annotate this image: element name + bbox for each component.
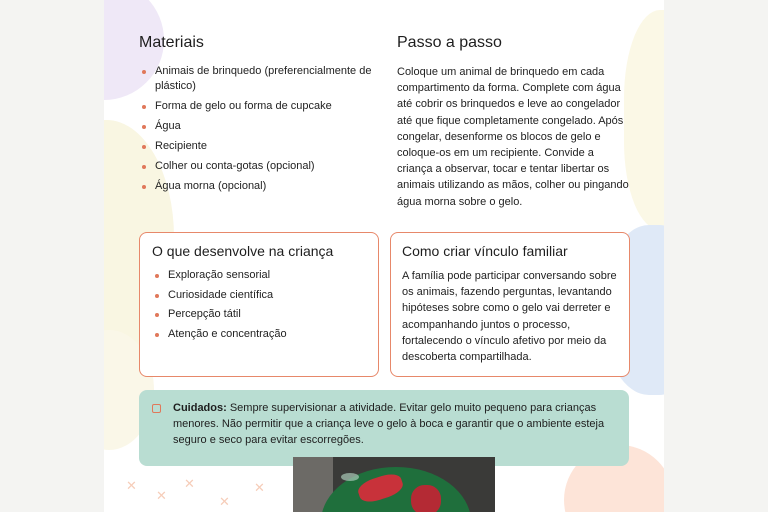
list-item: Recipiente	[139, 139, 379, 154]
list-item: Curiosidade científica	[152, 288, 366, 303]
list-item: Atenção e concentração	[152, 327, 366, 342]
decor-star-icon: ✕	[156, 488, 167, 503]
materiais-section	[139, 34, 379, 199]
cuidados-text: Sempre supervisionar a atividade. Evitar gelo muito pequeno para crianças menores. Não permitir que a criança leve o gelo à boca e garantir que o ambiente esteja seguro e seco para evitar escorregões.	[173, 402, 605, 446]
desenvolve-card	[139, 232, 379, 377]
list-item: Exploração sensorial	[152, 268, 366, 283]
photo-toy-red	[411, 485, 441, 512]
note-icon	[152, 404, 161, 413]
list-item: Água morna (opcional)	[139, 179, 379, 194]
vinculo-card	[390, 232, 630, 377]
materiais-title: Materiais	[139, 34, 204, 51]
list-item: Percepção tátil	[152, 307, 366, 322]
vinculo-title: Como criar vínculo familiar	[402, 243, 568, 259]
list-item: Animais de brinquedo (preferencialmente de plástico)	[139, 64, 379, 94]
page	[104, 0, 664, 512]
list-item: Colher ou conta-gotas (opcional)	[139, 159, 379, 174]
decor-star-icon: ✕	[254, 480, 265, 495]
decor-blob-yellow-right	[624, 10, 664, 230]
cuidados-label: Cuidados:	[173, 402, 227, 414]
desenvolve-title: O que desenvolve na criança	[152, 243, 334, 259]
desenvolve-list	[152, 268, 366, 342]
decor-star-icon: ✕	[184, 476, 195, 491]
passo-section	[397, 34, 629, 210]
photo-shine	[341, 473, 359, 481]
decor-star-icon: ✕	[126, 478, 137, 493]
passo-title: Passo a passo	[397, 34, 502, 51]
vinculo-text: A família pode participar conversando sobre os animais, fazendo perguntas, levantando hipóteses sobre como o gelo vai derreter e acompanhando juntos o processo, fortalecendo o vínculo afetivo por meio da descoberta compartilhada.	[402, 270, 617, 364]
cuidados-note	[139, 390, 629, 466]
materiais-list	[139, 64, 379, 194]
decor-star-icon: ✕	[219, 494, 230, 509]
passo-text: Coloque um animal de brinquedo em cada compartimento da forma. Complete com água até cobrir os brinquedos e leve ao congelador até que fique completamente congelado. Após congelar, desenforme os blocos de gelo e coloque-os em um recipiente. Convide a criança a observar, tocar e tentar libertar os animais utilizando as mãos, colher ou pingando água morna sobre o gelo.	[397, 66, 629, 208]
list-item: Forma de gelo ou forma de cupcake	[139, 99, 379, 114]
list-item: Água	[139, 119, 379, 134]
activity-photo	[293, 457, 495, 512]
